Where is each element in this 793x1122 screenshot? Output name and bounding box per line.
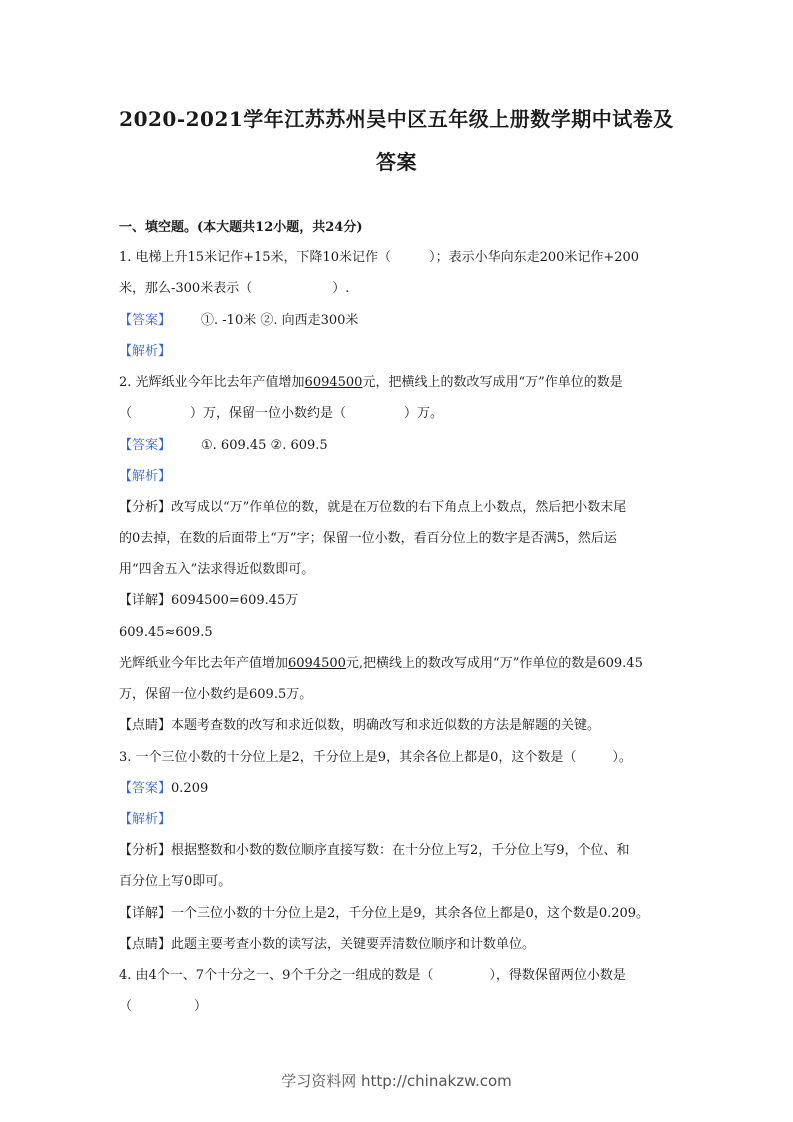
q2-line2	[119, 405, 443, 423]
footer-watermark: 学习资料网 http://chinakzw.com	[281, 1072, 512, 1090]
xiangjie-tag: 【详解】	[119, 906, 172, 921]
fenxi-text: 改写成以“万”作单位的数，就是在万位数的右下角点上小数点，然后把小数末尾	[171, 500, 627, 515]
fenxi-tag: 【分析】	[119, 500, 172, 515]
q2-xiangjie-line2: 609.45≈609.5	[119, 625, 213, 640]
answer-tag: 【答案】	[119, 781, 172, 796]
q2-fenxi-line2: 的0去掉，在数的后面带上“万”字；保留一位小数，看百分位上的数字是否满5，然后运	[119, 531, 617, 546]
xiangjie-text-b: 元,把横线上的数改写成用“万”作单位的数是609.45	[345, 656, 643, 671]
dianjing-text: 本题考查数的改写和求近似数，明确改写和求近似数的方法是解题的关键。	[171, 718, 601, 733]
xiangjie-tag: 【详解】	[119, 593, 172, 608]
answer-text: 0.209	[171, 781, 209, 796]
xiangjie-underlined-number: 6094500	[288, 656, 346, 671]
xiangjie-text: 6094500=609.45万	[171, 593, 299, 608]
q4-text-c: （	[119, 999, 133, 1014]
q3-text-a: 3. 一个三位小数的十分位上是2，千分位上是9，其余各位上都是0，这个数是（	[119, 750, 577, 765]
q3-dianjing	[119, 936, 535, 954]
q2-answer	[119, 437, 328, 455]
q3-fenxi-line1	[119, 842, 630, 860]
q2-xiangjie-line1	[119, 592, 298, 610]
document-title-line2: 答案	[376, 150, 417, 174]
q1-answer	[119, 312, 358, 330]
analysis-tag: 【解析】	[119, 344, 172, 359]
q2-line1	[119, 374, 623, 392]
q4-text-b: ），得数保留两位小数是	[489, 968, 626, 983]
q2-xiangjie-line4: 万，保留一位小数约是609.5万。	[119, 687, 313, 702]
q2-text-b: 元，把横线上的数改写成用“万”作单位的数是	[362, 375, 623, 390]
dianjing-tag: 【点睛】	[119, 718, 172, 733]
q1-line1	[119, 249, 639, 267]
analysis-tag: 【解析】	[119, 469, 172, 484]
answer-tag: 【答案】	[119, 313, 172, 328]
document-title-line1: 2020-2021学年江苏苏州吴中区五年级上册数学期中试卷及	[119, 107, 674, 131]
dianjing-tag: 【点睛】	[119, 937, 172, 952]
q2-xiangjie-line3	[119, 655, 643, 673]
section-heading: 一、填空题。(本大题共12小题，共24分)	[119, 220, 363, 235]
q3-fenxi-line2: 百分位上写0即可。	[119, 874, 232, 889]
q4-line2	[119, 998, 207, 1016]
q2-text-c: （	[119, 406, 133, 421]
q1-text-c: 米，那么-300米表示（	[119, 281, 253, 296]
q1-text-a: 1. 电梯上升15米记作+15米，下降10米记作（	[119, 250, 392, 265]
q1-text-b: ）；表示小华向东走200米记作+200	[429, 250, 640, 265]
q2-text-a: 2. 光辉纸业今年比去年产值增加	[119, 375, 305, 390]
fenxi-tag: 【分析】	[119, 843, 172, 858]
q2-fenxi-line1	[119, 499, 626, 517]
q3-xiangjie	[119, 905, 649, 923]
xiangjie-text-a: 光辉纸业今年比去年产值增加	[119, 656, 289, 671]
q4-line1	[119, 967, 626, 985]
q2-fenxi-line3: 用“四舍五入”法求得近似数即可。	[119, 562, 315, 577]
answer-text: ①. 609.45 ②. 609.5	[201, 438, 328, 453]
fenxi-text: 根据整数和小数的数位顺序直接写数：在十分位上写2，千分位上写9，个位、和	[171, 843, 630, 858]
dianjing-text: 此题主要考查小数的读写法，关键要弄清数位顺序和计数单位。	[171, 937, 536, 952]
q2-text-d: ）万，保留一位小数约是（	[190, 406, 347, 421]
q4-text-d: ）	[194, 999, 208, 1014]
q3-answer	[119, 780, 208, 798]
q4-text-a: 4. 由4个一、7个十分之一、9个千分之一组成的数是（	[119, 968, 434, 983]
answer-text: ①. -10米 ②. 向西走300米	[201, 313, 359, 328]
q2-dianjing	[119, 717, 600, 735]
q3-text-b: ）。	[612, 750, 632, 765]
q2-text-e: ）万。	[404, 406, 444, 421]
xiangjie-text: 一个三位小数的十分位上是2，千分位上是9，其余各位上都是0，这个数是0.209。	[171, 906, 650, 921]
q3-line1	[119, 749, 632, 767]
answer-tag: 【答案】	[119, 438, 172, 453]
analysis-tag: 【解析】	[119, 812, 172, 827]
q1-text-d: ）.	[332, 281, 350, 296]
q2-underlined-number: 6094500	[304, 375, 363, 390]
q1-line2	[119, 280, 349, 298]
